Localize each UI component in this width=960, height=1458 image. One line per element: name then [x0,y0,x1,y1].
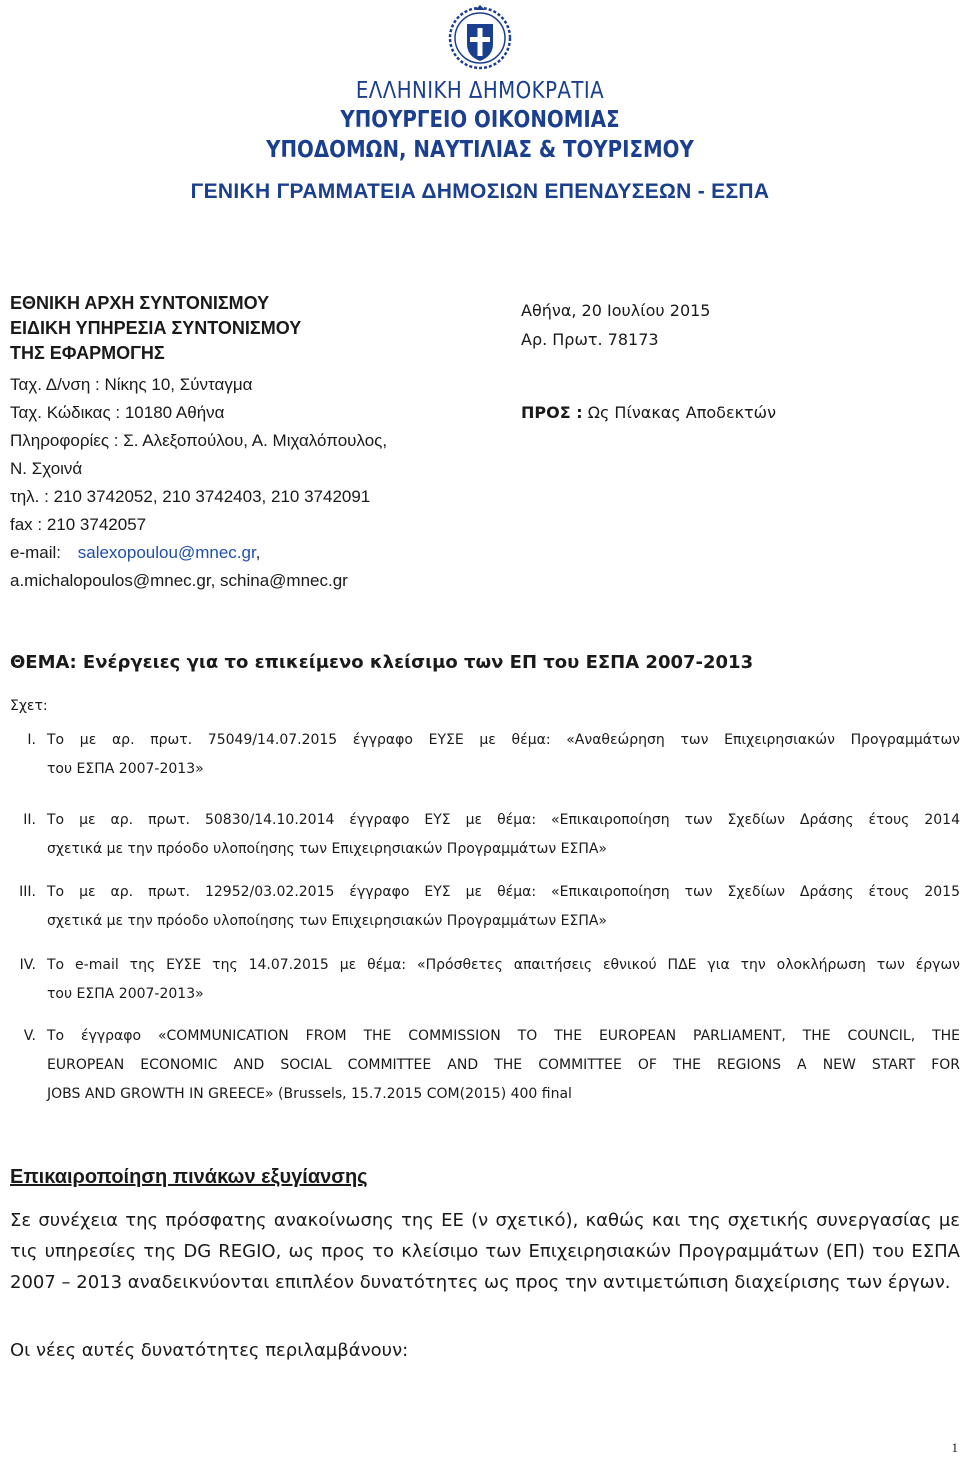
reference-number: IV. [19,957,36,973]
reference-line: Το e-mail της ΕΥΣΕ της 14.07.2015 με θέμα: «Πρόσθετες απαιτήσεις εθνικού ΠΔΕ για την ολοκλήρωση των έργων [47,957,960,973]
reference-number: II. [23,812,36,828]
authority-line-1: ΕΘΝΙΚΗ ΑΡΧΗ ΣΥΝΤΟΝΙΣΜΟΥ [10,293,270,313]
section-title: Επικαιροποίηση πινάκων εξυγίανσης [10,1166,368,1188]
reference-number: I. [27,732,36,748]
reference-line: Το έγγραφο «COMMUNICATION FROM THE COMMISSION TO THE EUROPEAN PARLIAMENT, THE COUNCIL, THE [47,1028,960,1044]
sender-address: Ταχ. Δ/νση : Νίκης 10, Σύνταγμα [10,375,253,394]
ministry-header-line-1: ΕΛΛΗΝΙΚΗ ΔΗΜΟΚΡΑΤΙΑ [355,78,605,104]
reference-number: III. [19,884,36,900]
email-separator: , [255,543,261,562]
reference-line: Το με αρ. πρωτ. 12952/03.02.2015 έγγραφο ΕΥΣ με θέμα: «Επικαιροποίηση των Σχεδίων Δράσης έτους 2015 [47,884,960,900]
email-label: e-mail: [10,543,62,562]
reference-number: V. [23,1028,36,1044]
sender-email-line-2: a.michalopoulos@mnec.gr, schina@mnec.gr [10,571,348,590]
references-label: Σχετ: [10,698,48,714]
reference-line: JOBS AND GROWTH IN GREECE» (Brussels, 15.7.2015 COM(2015) 400 final [47,1086,572,1102]
recipients-line [521,403,776,422]
sender-info-line-2: Ν. Σχοινά [10,459,83,478]
email-link[interactable]: salexopoulou@mnec.gr [77,543,256,562]
reference-line: Το με αρ. πρωτ. 50830/14.10.2014 έγγραφο ΕΥΣ με θέμα: «Επικαιροποίηση των Σχεδίων Δράσης έτους 2014 [47,812,960,828]
reference-line: σχετικά με την πρόοδο υλοποίησης των Επιχειρησιακών Προγραμμάτων ΕΣΠΑ» [47,913,607,929]
authority-line-3: ΤΗΣ ΕΦΑΡΜΟΓΗΣ [10,343,165,363]
body-paragraph-1: Σε συνέχεια της πρόσφατης ανακοίνωσης της ΕΕ (ν σχετικό), καθώς και της σχετικής συνεργασίας με τις υπηρεσίες της DG REGIO, ως προς το κλείσιμο των Επιχειρησιακών Προγραμμάτων (ΕΠ) του ΕΣΠΑ 2007 – 2013 αναδεικνύονται επιπλέον δυνατότητες ως προς την αντιμετώπιση διαχείρισης των έργων. [10,1210,960,1293]
sender-postcode: Ταχ. Κώδικας : 10180 Αθήνα [10,403,225,422]
sender-info-line-1: Πληροφορίες : Σ. Αλεξοπούλου, Α. Μιχαλόπουλος, [10,431,388,450]
protocol-number: Αρ. Πρωτ. 78173 [521,330,659,349]
reference-line: του ΕΣΠΑ 2007-2013» [47,986,204,1002]
reference-line: EUROPEAN ECONOMIC AND SOCIAL COMMITTEE AND THE COMMITTEE OF THE REGIONS A NEW START FOR [47,1057,960,1073]
sender-phone: τηλ. : 210 3742052, 210 3742403, 210 3742091 [10,487,371,506]
general-secretariat-title: ΓΕΝΙΚΗ ΓΡΑΜΜΑΤΕΙΑ ΔΗΜΟΣΙΩΝ ΕΠΕΝΔΥΣΕΩΝ - ΕΣΠΑ [190,180,770,203]
sender-email-line-1 [10,540,260,566]
recipients-value: Ως Πίνακας Αποδεκτών [582,403,776,422]
ministry-header-line-3: ΥΠΟΔΟΜΩΝ, ΝΑΥΤΙΛΙΑΣ & ΤΟΥΡΙΣΜΟΥ [266,137,694,163]
sender-fax: fax : 210 3742057 [10,515,147,534]
recipients-label: ΠΡΟΣ : [521,403,583,422]
ministry-header-line-2: ΥΠΟΥΡΓΕΙΟ ΟΙΚΟΝΟΜΙΑΣ [340,107,620,133]
reference-line: του ΕΣΠΑ 2007-2013» [47,761,204,777]
greek-coat-of-arms-icon [447,4,513,70]
reference-line: Το με αρ. πρωτ. 75049/14.07.2015 έγγραφο ΕΥΣΕ με θέμα: «Αναθεώρηση των Επιχειρησιακών Προγραμμάτων [47,732,960,748]
body-paragraph-2: Οι νέες αυτές δυνατότητες περιλαμβάνουν: [10,1340,409,1361]
authority-line-2: ΕΙΔΙΚΗ ΥΠΗΡΕΣΙΑ ΣΥΝΤΟΝΙΣΜΟΥ [10,318,302,338]
document-date: Αθήνα, 20 Ιουλίου 2015 [521,301,711,320]
reference-line: σχετικά με την πρόοδο υλοποίησης των Επιχειρησιακών Προγραμμάτων ΕΣΠΑ» [47,841,607,857]
subject-heading: ΘΕΜΑ: Ενέργειες για το επικείμενο κλείσιμο των ΕΠ του ΕΣΠΑ 2007-2013 [10,652,754,673]
page-number: 1 [951,1440,958,1455]
